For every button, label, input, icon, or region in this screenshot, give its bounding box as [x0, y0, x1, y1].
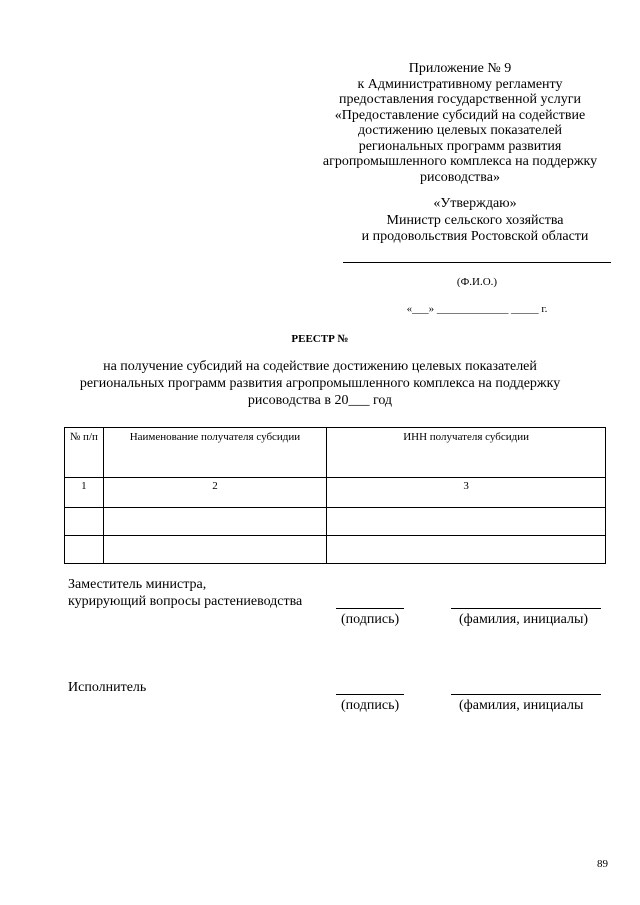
appendix-line: «Предоставление субсидий на содействие — [334, 107, 586, 123]
column-number-cell: 1 — [65, 478, 104, 508]
registry-title: РЕЕСТР № — [291, 333, 349, 345]
deputy-title-line1: Заместитель министра, — [68, 577, 207, 592]
deputy-name-caption: (фамилия, инициалы) — [459, 612, 589, 627]
table-cell[interactable] — [65, 508, 104, 536]
table-row — [65, 536, 606, 564]
approval-block — [330, 196, 620, 246]
deputy-signature-line — [336, 608, 404, 609]
header-number: № п/п — [65, 428, 104, 478]
page-number: 89 — [597, 858, 608, 870]
approval-date-line: «___» _____________ _____ г. — [406, 303, 548, 315]
approval-line: и продовольствия Ростовской области — [361, 229, 589, 244]
appendix-line: к Административному регламенту — [357, 76, 563, 92]
subtitle-line: региональных программ развития агропромышленного комплекса на поддержку — [79, 376, 561, 391]
appendix-line: региональных программ развития — [358, 138, 562, 154]
appendix-line: рисоводства» — [420, 169, 500, 185]
appendix-line: агропромышленного комплекса на поддержку — [322, 154, 598, 169]
fio-caption: (Ф.И.О.) — [456, 276, 498, 288]
header-inn: ИНН получателя субсидии — [327, 428, 606, 478]
table-row — [65, 478, 606, 508]
deputy-title-line2: курирующий вопросы растениеводства — [68, 594, 303, 609]
appendix-block — [300, 61, 620, 185]
appendix-line: предоставления государственной услуги — [339, 92, 581, 107]
deputy-signature-caption: (подпись) — [341, 612, 400, 627]
deputy-name-line — [451, 608, 601, 609]
table-cell[interactable] — [327, 536, 606, 564]
executor-signature-line — [336, 694, 404, 695]
approval-signature-line — [343, 262, 611, 263]
registry-subtitle — [60, 358, 580, 409]
registry-table — [64, 427, 606, 564]
table-cell[interactable] — [103, 536, 326, 564]
header-recipient-name: Наименование получателя субсидии — [103, 428, 326, 478]
table-header-row — [65, 428, 606, 478]
table-cell[interactable] — [65, 536, 104, 564]
table-cell[interactable] — [327, 508, 606, 536]
approval-line: «Утверждаю» — [433, 196, 517, 211]
subtitle-line: рисоводства в 20___ год — [247, 393, 393, 408]
table-cell[interactable] — [103, 508, 326, 536]
approval-line: Министр сельского хозяйства — [386, 212, 564, 228]
column-number-cell: 2 — [103, 478, 326, 508]
executor-name-line — [451, 694, 601, 695]
executor-signature-caption: (подпись) — [341, 698, 400, 713]
subtitle-line: на получение субсидий на содействие достижению целевых показателей — [103, 359, 537, 374]
executor-label: Исполнитель — [68, 680, 147, 695]
column-number-cell: 3 — [327, 478, 606, 508]
appendix-line: достижению целевых показателей — [357, 123, 563, 138]
table-row — [65, 508, 606, 536]
executor-name-caption: (фамилия, инициалы — [459, 698, 584, 713]
appendix-line: Приложение № 9 — [408, 61, 512, 76]
